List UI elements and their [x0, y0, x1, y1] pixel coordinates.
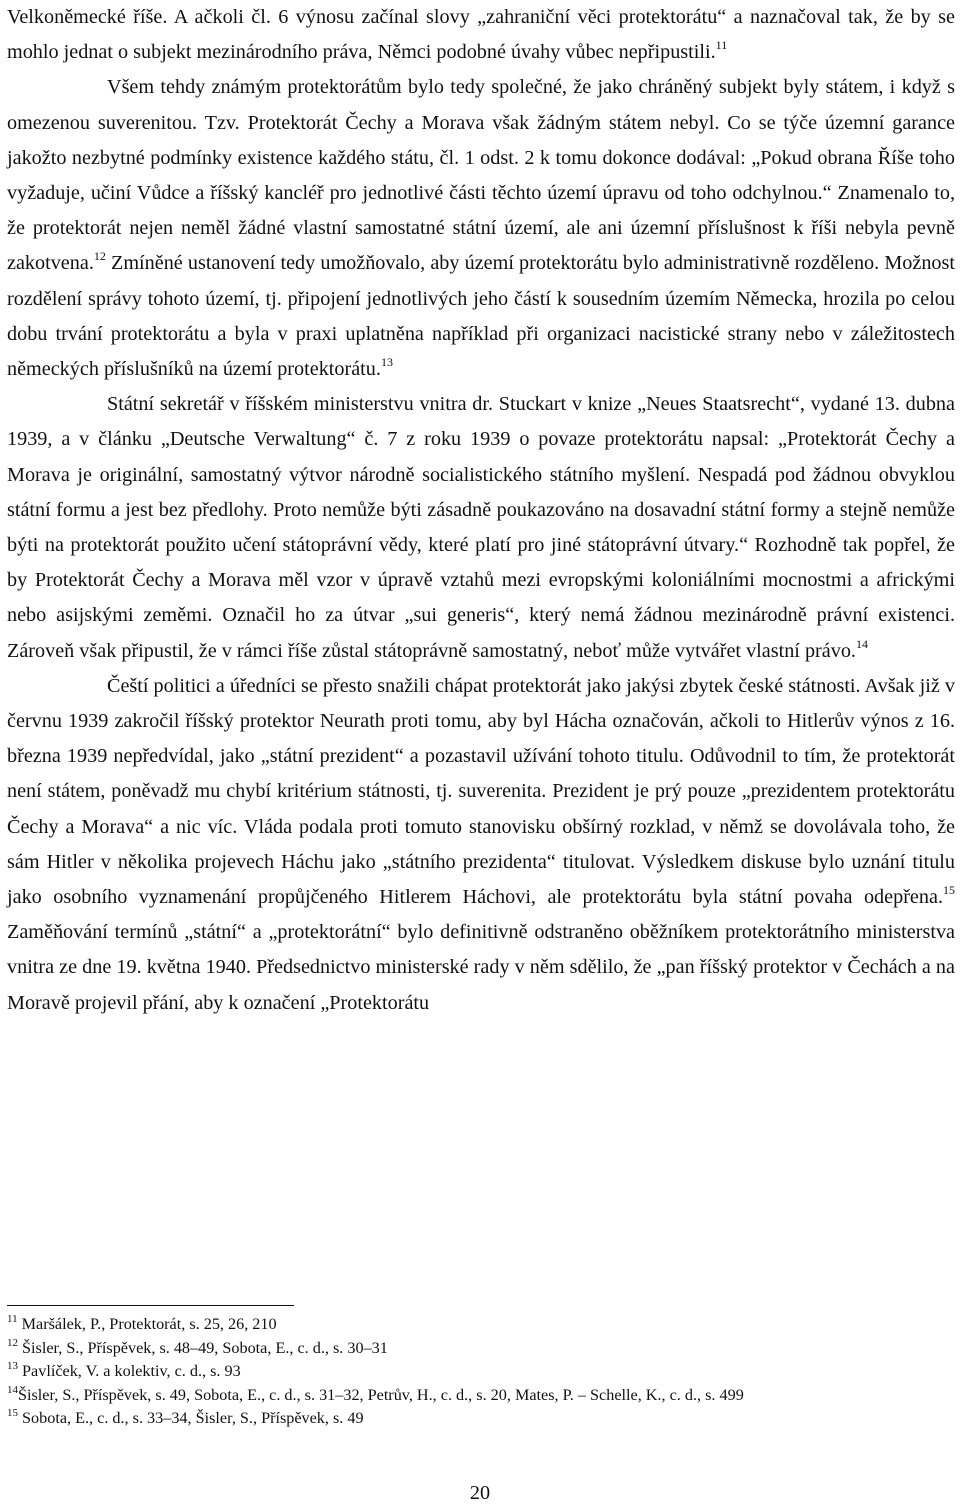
- paragraph-2: [7, 70, 955, 387]
- paragraph-4: [7, 669, 955, 1021]
- paragraph-4-text-a: Čeští politici a úředníci se přesto snažili chápat protektorát jako jakýsi zbytek české státnosti. Avšak již v červnu 1939 zakročil říšský protektor Neurath proti tomu, aby byl Hácha označován, ačkoli to Hitlerův výnos z 16. března 1939 nepředvídal, jako „státní prezident“ a pozastavil užívání tohoto titulu. Odůvodnil to tím, že protektorát není státem, poněvadž mu chybí kritérium státnosti, tj. suverenita. Prezident je prý pouze „prezidentem protektorátu Čechy a Morava“ a nic víc. Vláda podala proti tomuto stanovisku obšírný rozklad, v němž se dovolávala toho, že sám Hitler v několika projevech Háchu jako „státního prezidenta“ titulovat. Výsledkem diskuse bylo uznání titulu jako osobního vyznamenání propůjčeného Hitlerem Háchovi, ale protektorátu byla státní povaha odepřena.: [7, 674, 955, 909]
- paragraph-3: [7, 387, 955, 669]
- footnote-number: 12: [7, 1336, 18, 1349]
- footnote-number: 15: [7, 1407, 18, 1420]
- footnote-ref-15[interactable]: 15: [943, 883, 955, 898]
- paragraph-3-text: Státní sekretář v říšském ministerstvu vnitra dr. Stuckart v knize „Neues Staatsrecht“, vydané 13. dubna 1939, a v článku „Deutsche Verwaltung“ č. 7 z roku 1939 o povaze protektorátu napsal: „Protektorát Čechy a Morava je originální, samostatný výtvor národně socialistického státního myšlení. Nespadá pod žádnou obvyklou státní formu a jest bez předlohy. Proto nemůže býti zásadně poukazováno na dosavadní státní formy a stejně nemůže býti na protektorát použito učení státoprávní vědy, které platí pro jiné státoprávní útvary.“ Rozhodně tak popřel, že by Protektorát Čechy a Morava měl vzor v úpravě vztahů mezi evropskými koloniálními mocnostmi a africkými nebo asijskými zeměmi. Označil ho za útvar „sui generis“, který nemá žádnou mezinárodně právní existenci. Zároveň však připustil, že v rámci říše zůstal státoprávně samostatný, neboť může vytvářet vlastní právo.: [7, 393, 955, 662]
- footnote-ref-14[interactable]: 14: [855, 636, 868, 651]
- footnote-text: Maršálek, P., Protektorát, s. 25, 26, 210: [17, 1315, 277, 1333]
- page-number: 20: [469, 1482, 491, 1504]
- footnote-text: Šisler, S., Příspěvek, s. 49, Sobota, E., c. d., s. 31–32, Petrův, H., c. d., s. 20, Mates, P. – Schelle, K., c. d., s. 499: [18, 1385, 744, 1404]
- paragraph-2-text-a: Všem tehdy známým protektorátům bylo tedy společné, že jako chráněný subjekt byly státem, i když s omezenou suverenitou. Tzv. Protektorát Čechy a Morava však žádným státem nebyl. Co se týče územní garance jakožto nezbytné podmínky existence každého státu, čl. 1 odst. 2 k tomu dokonce dodával: „Pokud obrana Říše toho vyžaduje, učiní Vůdce a říšský kancléř pro jednotlivé části těchto území úpravu od toho odchylnou.“ Znamenalo to, že protektorát nejen neměl žádné vlastní samostatné státní území, ale ani územní příslušnost k říši nebyla pevně zakotvena.: [7, 76, 955, 275]
- paragraph-1-text: Velkoněmecké říše. A ačkoli čl. 6 výnosu začínal slovy „zahraniční věci protektorátu“ a naznačoval tak, že by se mohlo jednat o subjekt mezinárodního práva, Němci podobné úvahy vůbec nepřipustili.: [7, 6, 955, 64]
- footnote-ref-13[interactable]: 13: [380, 355, 393, 370]
- footnote-separator: [7, 1305, 294, 1306]
- footnote-15: [7, 1407, 957, 1431]
- footnote-14: [7, 1384, 957, 1408]
- body-text: [7, 0, 955, 1021]
- paragraph-4-text-b: Zaměňování termínů „státní“ a „protektorátní“ bylo definitivně odstraněno oběžníkem protektorátního ministerstva vnitra ze dne 19. května 1940. Předsednictvo ministerské rady v něm sdělilo, že „pan říšský protektor v Čechách a na Moravě projevil přání, aby k označení „Protektorátu: [7, 921, 955, 1014]
- footnotes: [7, 1313, 957, 1431]
- footnote-text: Pavlíček, V. a kolektiv, c. d., s. 93: [18, 1362, 241, 1381]
- footnote-ref-11[interactable]: 11: [715, 38, 728, 53]
- paragraph-2-text-b: Zmíněné ustanovení tedy umožňovalo, aby území protektorátu bylo administrativně rozděleno. Možnost rozdělení správy tohoto území, tj. připojení jednotlivých jeho částí k sousedním územím Německa, hrozila po celou dobu trvání protektorátu a byla v praxi uplatněna například při organizaci nacistické strany nebo v záležitostech německých příslušníků na území protektorátu.: [7, 252, 955, 381]
- paragraph-1: [7, 0, 955, 70]
- footnote-text: Šisler, S., Příspěvek, s. 48–49, Sobota, E., c. d., s. 30–31: [18, 1338, 388, 1357]
- footnote-13: [7, 1360, 957, 1384]
- footnote-12: [7, 1337, 957, 1361]
- footnote-11: [7, 1313, 957, 1337]
- footnote-ref-12[interactable]: 12: [93, 249, 106, 264]
- footnote-number: 14: [7, 1383, 18, 1396]
- footnote-number: 11: [7, 1313, 18, 1325]
- footnote-text: Sobota, E., c. d., s. 33–34, Šisler, S., Příspěvek, s. 49: [18, 1409, 364, 1428]
- footnote-number: 13: [7, 1360, 18, 1373]
